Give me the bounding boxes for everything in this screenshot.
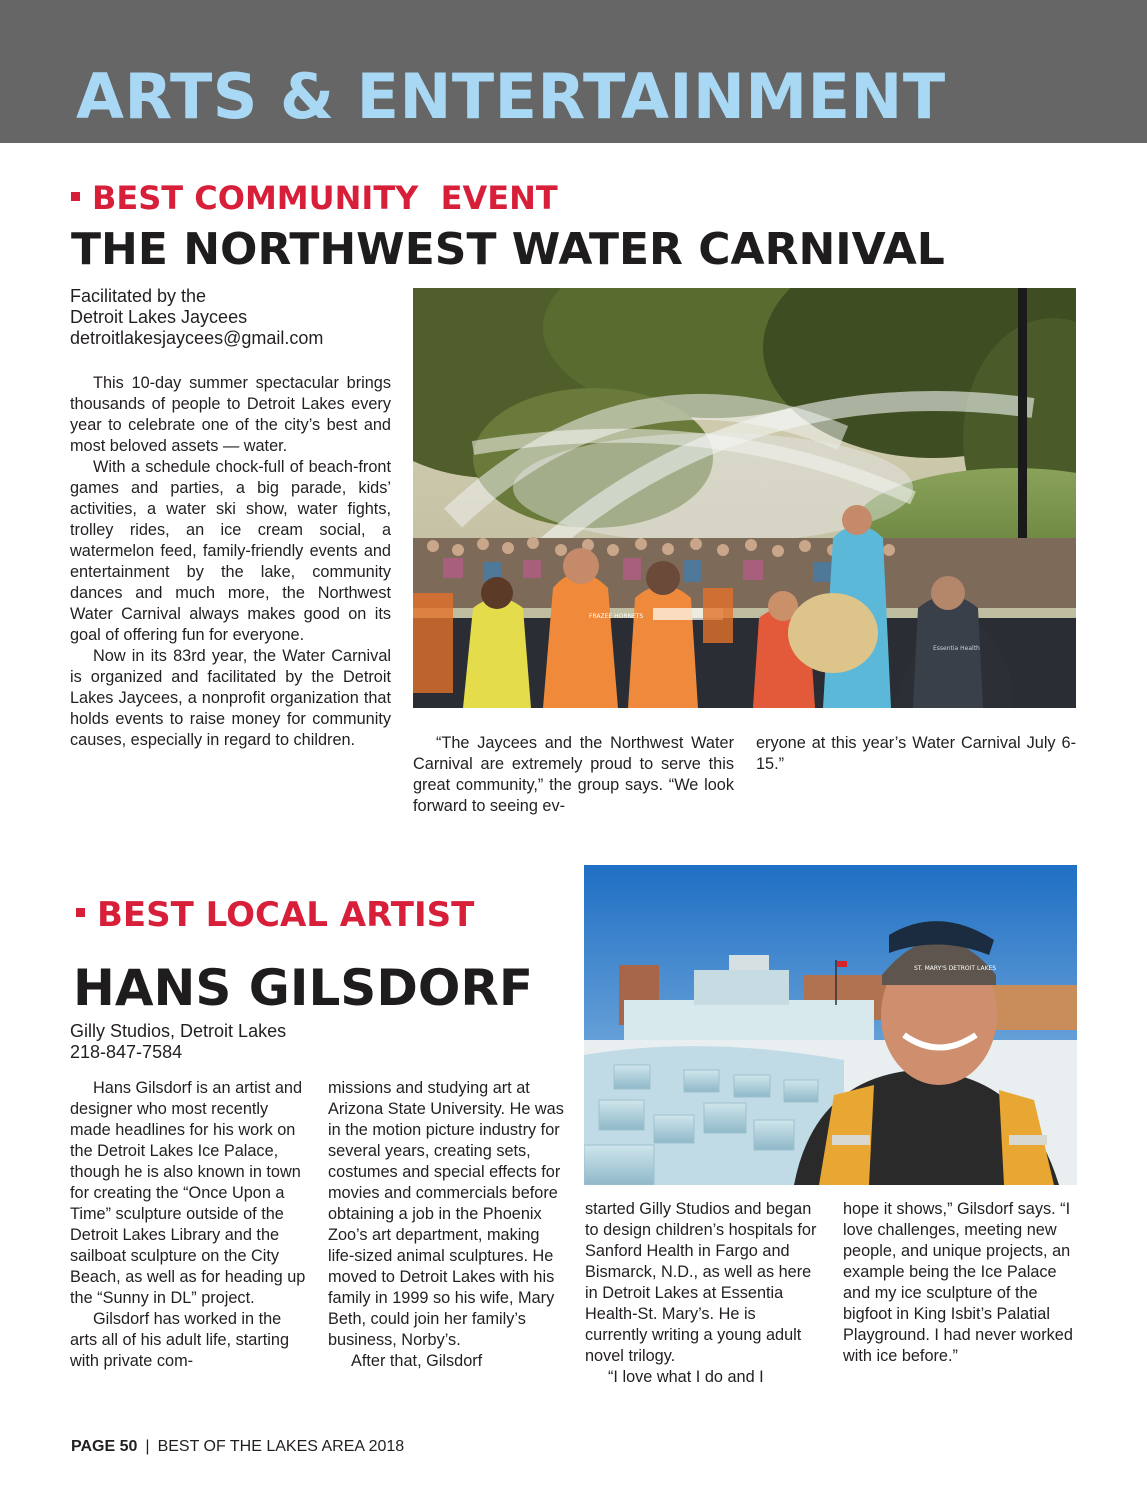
paragraph: This 10-day summer spectacular brings thousands of people to Detroit Lakes every year to celebrate one of the city’s best and most beloved assets — water.: [70, 374, 391, 455]
category-heading-community-event: [71, 178, 558, 218]
water-carnival-photo: [413, 288, 1076, 708]
article1-column-1: [70, 373, 391, 751]
info-email: detroitlakesjaycees@gmail.com: [70, 328, 324, 348]
paragraph: Hans Gilsdorf is an artist and designer who most recently made headlines for his work on the Detroit Lakes Ice Palace, though he is also known in town for creating the “Once Upon a Time” sculpture outside of the Detroit Lakes Library and the sailboat sculpture on the City Beach, as well as for heading up the “Sunny in DL” project.: [70, 1079, 306, 1307]
category-label: BEST LOCAL ARTIST: [97, 895, 475, 935]
section-title: ARTS & ENTERTAINMENT: [76, 60, 946, 133]
paragraph: hope it shows,” Gilsdorf says. “I love challenges, meeting new people, and unique projects, an example being the Ice Palace and my ice sculpture of the bigfoot in King Isbit’s Palatial Playground. I had never worked with ice before.”: [843, 1200, 1073, 1365]
info-line: Facilitated by the: [70, 286, 207, 306]
ice-palace-image: [584, 865, 1077, 1185]
logo-print-text: Essentia Health: [933, 645, 980, 652]
article2-column-1: [70, 1078, 308, 1372]
paragraph: With a schedule chock-full of beach-front games and parties, a big parade, kids’ activities, a water ski show, water fights, trolley rides, an ice cream social, a watermelon feed, family-friendly events and entertainment by the lake, community dances and much more, the Northwest Water Carnival always makes good on its goal of offering fun for everyone.: [70, 458, 391, 644]
hat-print-text: ST. MARY'S DETROIT LAKES: [914, 965, 997, 972]
winner-title-hans-gilsdorf: HANS GILSDORF: [73, 959, 533, 1017]
paragraph: “I love what I do and I: [608, 1368, 764, 1386]
contact-info-jaycees: [70, 286, 323, 349]
article1-column-2: [413, 733, 734, 817]
info-line: Gilly Studios, Detroit Lakes: [70, 1021, 287, 1041]
footer-separator: |: [145, 1438, 150, 1455]
shirt-print-text: FRAZEE HORNETS: [589, 613, 644, 620]
page-number: PAGE 50: [71, 1438, 138, 1455]
paragraph: Now in its 83rd year, the Water Carnival is organized and facilitated by the Detroit Lakes Jaycees, a nonprofit organization that holds events to raise money for community causes, especially in regard to children.: [70, 647, 391, 749]
category-label: BEST COMMUNITY EVENT: [92, 179, 558, 217]
contact-info-gilly-studios: [70, 1021, 286, 1063]
category-heading-local-artist: [76, 893, 474, 937]
info-line: Detroit Lakes Jaycees: [70, 307, 248, 327]
page-footer: [71, 1437, 404, 1457]
paragraph: “The Jaycees and the Northwest Water Carnival are extremely proud to serve this great community,” the group says. “We look forward to seeing ev-: [413, 734, 734, 815]
winner-title-water-carnival: THE NORTHWEST WATER CARNIVAL: [71, 224, 945, 275]
paragraph: eryone at this year’s Water Carnival July 6-15.”: [756, 734, 1076, 773]
paragraph: started Gilly Studios and began to design children’s hospitals for Sanford Health in Fargo and Bismarck, N.D., as well as here in Detroit Lakes at Essentia Health-St. Mary’s. He is currently writing a young adult novel trilogy.: [585, 1200, 817, 1365]
paragraph: Gilsdorf has worked in the arts all of his adult life, starting with private com-: [70, 1310, 289, 1370]
article2-column-2: [328, 1078, 568, 1372]
bullet-icon: [71, 192, 80, 201]
bullet-icon: [76, 908, 85, 917]
article2-column-3: [585, 1199, 817, 1388]
publication-name: BEST OF THE LAKES AREA 2018: [157, 1438, 405, 1455]
section-banner: [0, 0, 1147, 143]
info-phone: 218-847-7584: [70, 1042, 183, 1062]
ice-palace-artist-photo: [584, 865, 1077, 1185]
article2-column-4: [843, 1199, 1077, 1367]
paragraph: After that, Gilsdorf: [351, 1352, 483, 1370]
water-carnival-image: [413, 288, 1076, 708]
paragraph: missions and studying art at Arizona State University. He was in the motion picture industry for several years, creating sets, costumes and special effects for movies and commercials before obtaining a job in the Phoenix Zoo’s art department, making life-sized animal sculptures. He moved to Detroit Lakes with his family in 1999 so his wife, Mary Beth, could join her family’s business, Norby’s.: [328, 1079, 564, 1349]
article1-column-3: [756, 733, 1076, 775]
